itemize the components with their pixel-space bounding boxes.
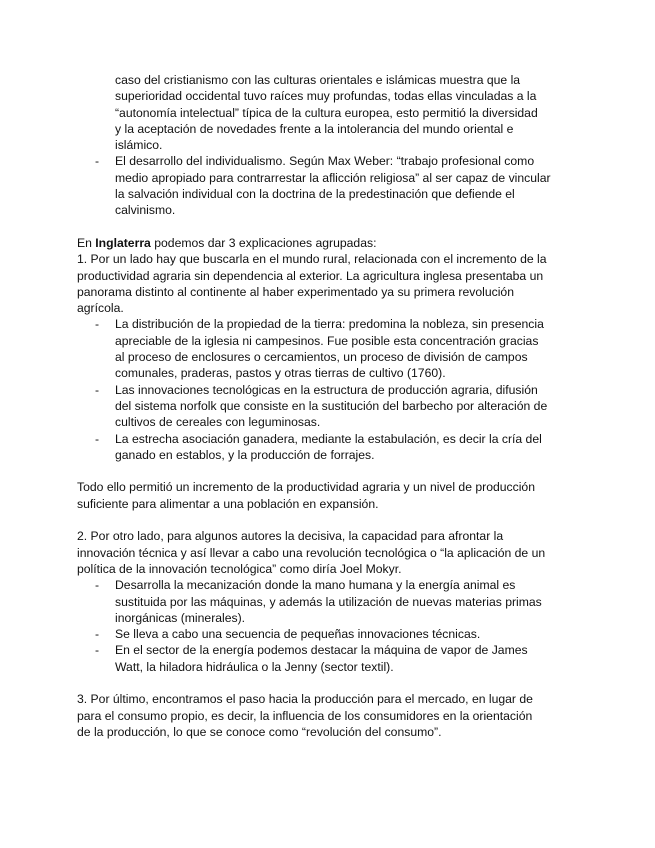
bullet-item xyxy=(77,153,577,218)
text-line: La estrecha asociación ganadera, mediante la estabulación, es decir la cría del xyxy=(115,431,542,446)
text-line: inorgánicas (minerales). xyxy=(115,610,246,625)
text-line: panorama distinto al continente al haber experimentado ya su primera revolución xyxy=(77,284,514,299)
text-line: comunales, praderas, pastos y otras tierras de cultivo (1760). xyxy=(115,366,446,381)
bullet-dash: - xyxy=(95,578,100,593)
bullet-dash: - xyxy=(95,154,100,169)
intro-suffix: podemos dar 3 explicaciones agrupadas: xyxy=(150,235,377,250)
bullet-item xyxy=(77,642,577,675)
point-2-paragraph xyxy=(77,528,577,577)
text-line: ganado en establos, y la producción de forrajes. xyxy=(115,447,375,462)
text-line: islámico. xyxy=(115,138,163,153)
text-line: política de la innovación tecnológica” como diría Joel Mokyr. xyxy=(77,561,402,576)
text-line: la salvación individual con la doctrina de la predestinación que defiende el xyxy=(115,187,515,202)
bullet-item xyxy=(77,382,577,431)
text-line: “autonomía intelectual” típica de la cultura europea, esto permitió la diversidad xyxy=(115,105,538,120)
text-line: innovación técnica y así llevar a cabo una revolución tecnológica o “la aplicación de un xyxy=(77,545,546,560)
text-line: 2. Por otro lado, para algunos autores la decisiva, la capacidad para afrontar la xyxy=(77,529,504,544)
intro-prefix: En xyxy=(77,235,96,250)
text-line: para el consumo propio, es decir, la influencia de los consumidores en la orientación xyxy=(77,708,533,723)
bullet-dash: - xyxy=(95,643,100,658)
text-line: cultivos de cereales con leguminosas. xyxy=(115,415,321,430)
text-line: al proceso de enclosures o cercamientos, un proceso de división de campos xyxy=(115,350,528,365)
bullet-item xyxy=(77,626,577,642)
conclusion-paragraph xyxy=(77,479,577,512)
text-line: del sistema norfolk que consiste en la sustitución del barbecho por alteración de xyxy=(115,398,548,413)
text-line: El desarrollo del individualismo. Según Max Weber: “trabajo profesional como xyxy=(115,154,535,169)
text-line: sustituida por las máquinas, y además la utilización de nuevas materias primas xyxy=(115,594,542,609)
text-line: 3. Por último, encontramos el paso hacia la producción para el mercado, en lugar de xyxy=(77,692,533,707)
text-line: Desarrolla la mecanización donde la mano humana y la energía animal es xyxy=(115,578,516,593)
text-line: caso del cristianismo con las culturas orientales e islámicas muestra que la xyxy=(115,73,521,87)
text-line: agrícola. xyxy=(77,301,124,316)
text-line: apreciable de la iglesia ni campesinos. Fue posible esta concentración gracias xyxy=(115,333,539,348)
text-line: La distribución de la propiedad de la tierra: predomina la nobleza, sin presencia xyxy=(115,317,544,332)
point-3-paragraph xyxy=(77,691,577,740)
text-line: suficiente para alimentar a una población en expansión. xyxy=(77,496,379,511)
bullet-dash: - xyxy=(95,317,100,332)
england-intro xyxy=(77,235,577,251)
text-line: y la aceptación de novedades frente a la intolerancia del mundo oriental e xyxy=(115,121,514,136)
text-line: de la producción, lo que se conoce como “revolución del consumo”. xyxy=(77,724,442,739)
text-line: medio apropiado para contrarrestar la aflicción religiosa” al ser capaz de vincular xyxy=(115,170,551,185)
bullet-dash: - xyxy=(95,431,100,446)
bullet-item xyxy=(77,316,577,381)
bullet-item xyxy=(77,431,577,464)
text-line: Las innovaciones tecnológicas en la estructura de producción agraria, difusión xyxy=(115,382,538,397)
text-line: 1. Por un lado hay que buscarla en el mundo rural, relacionada con el incremento de la xyxy=(77,252,547,267)
bullet-dash: - xyxy=(95,382,100,397)
text-line: En el sector de la energía podemos destacar la máquina de vapor de James xyxy=(115,643,528,658)
text-line: Se lleva a cabo una secuencia de pequeñas innovaciones técnicas. xyxy=(115,627,481,642)
text-line: productividad agraria sin dependencia al exterior. La agricultura inglesa presentaba un xyxy=(77,268,544,283)
intro-bold: Inglaterra xyxy=(95,235,151,250)
text-line: Watt, la hiladora hidráulica o la Jenny (sector textil). xyxy=(115,659,394,674)
text-line: Todo ello permitió un incremento de la productividad agraria y un nivel de producción xyxy=(77,480,535,495)
document-page xyxy=(77,72,577,740)
bullet-dash: - xyxy=(95,627,100,642)
text-line: superioridad occidental tuvo raíces muy profundas, todas ellas vinculadas a la xyxy=(115,89,537,104)
point-1-paragraph xyxy=(77,251,577,316)
continuation-paragraph xyxy=(77,72,577,153)
text-line: calvinismo. xyxy=(115,203,176,218)
bullet-item xyxy=(77,577,577,626)
